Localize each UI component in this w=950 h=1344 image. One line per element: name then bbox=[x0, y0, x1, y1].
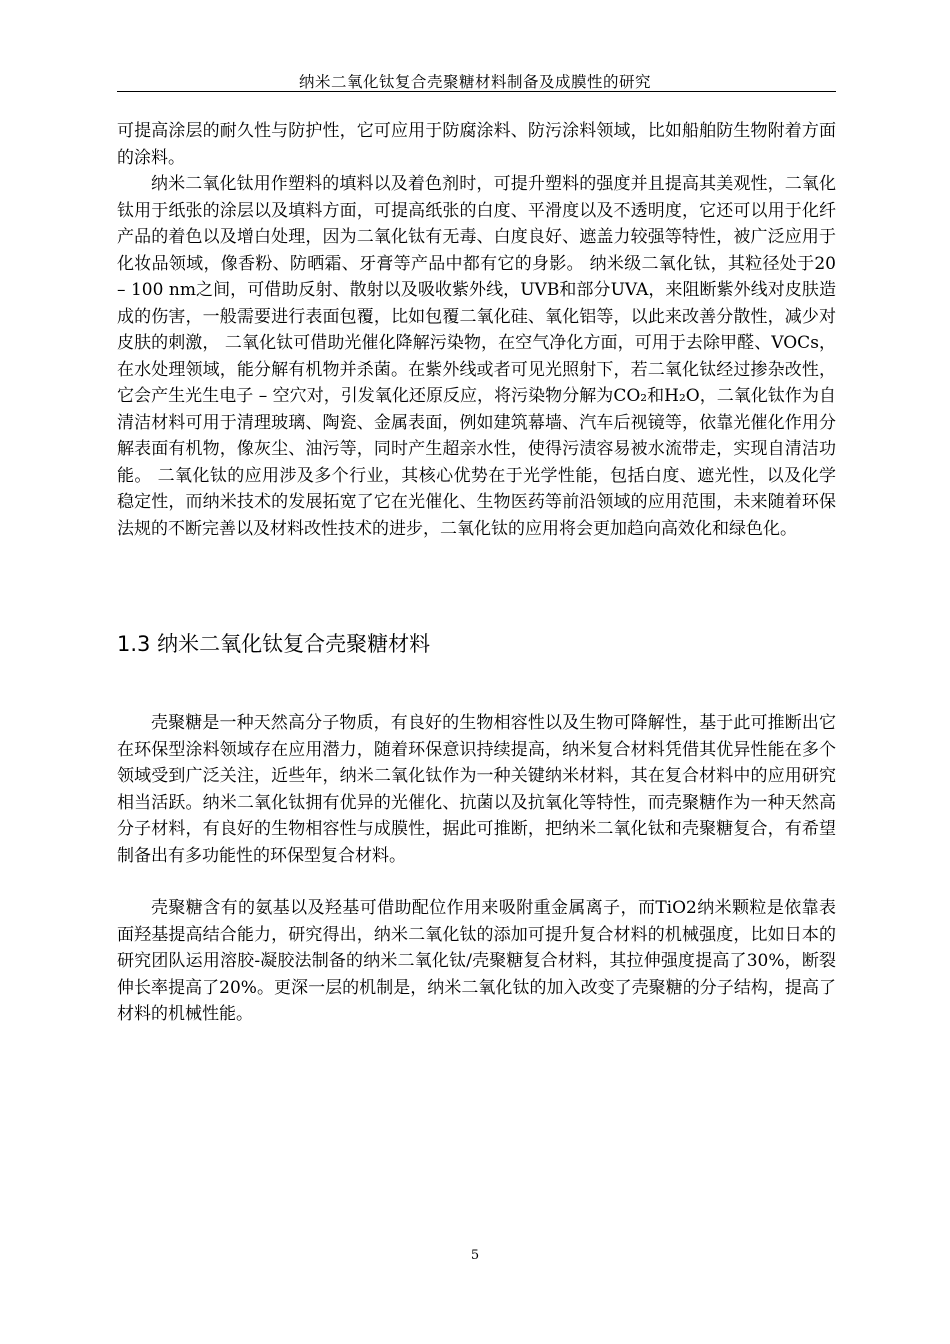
paragraph-coating: 可提高涂层的耐久性与防护性，它可应用于防腐涂料、防污涂料领域，比如船舶防生物附着方面的涂料。 bbox=[117, 121, 836, 168]
page-number: 5 bbox=[470, 1248, 480, 1263]
running-header: 纳米二氧化钛复合壳聚糖材料制备及成膜性的研究 bbox=[298, 73, 651, 91]
header-rule bbox=[117, 91, 836, 92]
section-heading: 1.3 纳米二氧化钛复合壳聚糖材料 bbox=[117, 632, 431, 656]
paragraph-mechanism: 壳聚糖含有的氨基以及羟基可借助配位作用来吸附重金属离子，而TiO2纳米颗粒是依靠表面羟基提高结合能力，研究得出，纳米二氧化钛的添加可提升复合材料的机械强度，比如日本的研究团队运用溶胶-凝胶法制备的纳米二氧化钛/壳聚糖复合材料，其拉伸强度提高了30%，断裂伸长率提高了20%。更深一层的机制是，纳米二氧化钛的加入改变了壳聚糖的分子结构，提高了材料的机械性能。 bbox=[117, 898, 836, 1024]
paragraph-chitosan: 壳聚糖是一种天然高分子物质，有良好的生物相容性以及生物可降解性，基于此可推断出它在环保型涂料领域存在应用潜力，随着环保意识持续提高，纳米复合材料凭借其优异性能在多个领域受到广泛关注，近些年，纳米二氧化钛作为一种关键纳米材料，其在复合材料中的应用研究相当活跃。纳米二氧化钛拥有优异的光催化、抗菌以及抗氧化等特性，而壳聚糖作为一种天然高分子材料，有良好的生物相容性与成膜性，据此可推断，把纳米二氧化钛和壳聚糖复合，有希望制备出有多功能性的环保型复合材料。 bbox=[117, 713, 836, 866]
paragraph-applications: 纳米二氧化钛用作塑料的填料以及着色剂时，可提升塑料的强度并且提高其美观性，二氧化钛用于纸张的涂层以及填料方面，可提高纸张的白度、平滑度以及不透明度，它还可以用于化纤产品的着色以及增白处理，因为二氧化钛有无毒、白度良好、遮盖力较强等特性，被广泛应用于化妆品领域，像香粉、防晒霜、牙膏等产品中都有它的身影。 纳米级二氧化钛，其粒径处于20 – 100 nm之间，可借助反射、散射以及吸收紫外线，UVB和部分UVA，来阻断紫外线对皮肤造成的伤害，一般需要进行表面包覆，比如包覆二氧化硅、氧化铝等，以此来改善分散性，减少对皮肤的刺激， 二氧化钛可借助光催化降解污染物，在空气净化方面，可用于去除甲醛、VOCs，在水处理领域，能分解有机物并杀菌。在紫外线或者可见光照射下，若二氧化钛经过掺杂改性，它会产生光生电子 – 空穴对，引发氧化还原反应，将污染物分解为CO₂和H₂O，二氧化钛作为自清洁材料可用于清理玻璃、陶瓷、金属表面，例如建筑幕墙、汽车后视镜等，依靠光催化作用分解表面有机物，像灰尘、油污等，同时产生超亲水性，使得污渍容易被水流带走，实现自清洁功能。 二氧化钛的应用涉及多个行业，其核心优势在于光学性能，包括白度、遮光性，以及化学稳定性，而纳米技术的发展拓宽了它在光催化、生物医药等前沿领域的应用范围，未来随着环保法规的不断完善以及材料改性技术的进步，二氧化钛的应用将会更加趋向高效化和绿色化。 bbox=[117, 174, 836, 539]
